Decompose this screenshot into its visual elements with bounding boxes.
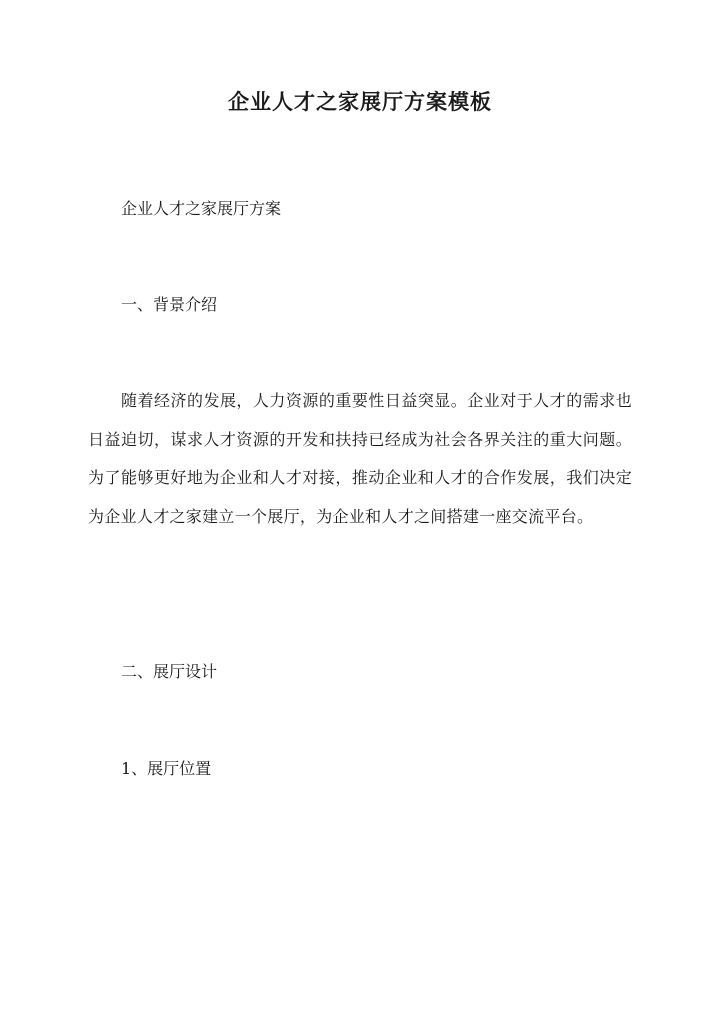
section-heading-hall-design: 二、展厅设计	[121, 662, 218, 681]
document-title: 企业人才之家展厅方案模板	[228, 89, 492, 114]
document-subtitle: 企业人才之家展厅方案	[121, 199, 282, 218]
section-heading-background: 一、背景介绍	[121, 295, 218, 314]
background-paragraph: 随着经济的发展，人力资源的重要性日益突显。企业对于人才的需求也日益迫切，谋求人才资源的开发和扶持已经成为社会各界关注的重大问题。为了能够更好地为企业和人才对接，推动企业和人才的合作发展，我们决定为企业人才之家建立一个展厅，为企业和人才之间搭建一座交流平台。	[88, 391, 632, 526]
subsection-heading-hall-location: 1、展厅位置	[121, 759, 212, 778]
